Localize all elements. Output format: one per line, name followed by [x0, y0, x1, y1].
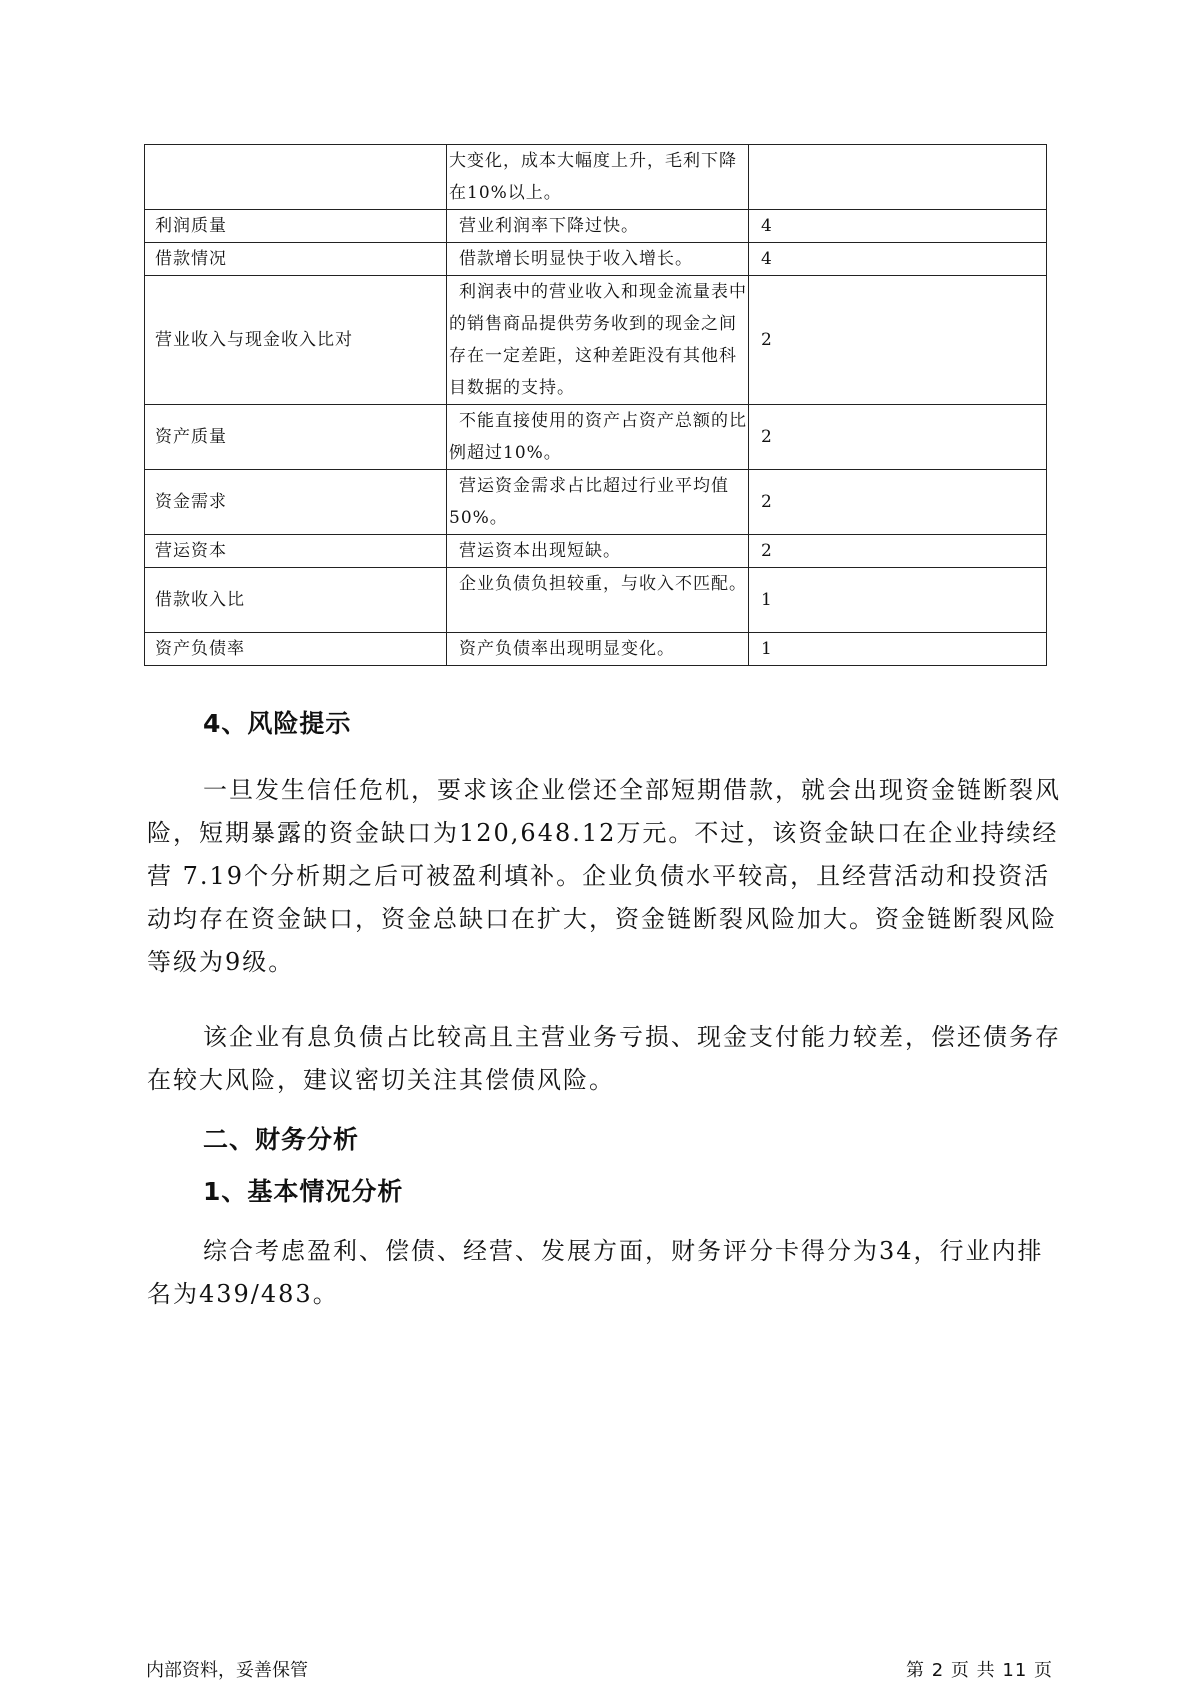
table-cell-score: 2: [749, 470, 1047, 535]
table-cell-desc: 营业利润率下降过快。: [447, 210, 749, 243]
table-cell-score: 2: [749, 405, 1047, 470]
footer-page-number: 第 2 页 共 11 页: [906, 1660, 1053, 1681]
risk-paragraph-1: 一旦发生信任危机，要求该企业偿还全部短期借款，就会出现资金链断裂风险，短期暴露的资金缺口为120,648.12万元。不过，该资金缺口在企业持续经营 7.19个分析期之后可被盈利填补。企业负债水平较高，且经营活动和投资活动均存在资金缺口，资金总缺口在扩大，资金链断裂风险加大。资金链断裂风险等级为9级。: [147, 776, 1061, 976]
table-cell-item: 利润质量: [145, 210, 447, 243]
section-heading-basic: 1、基本情况分析: [203, 1177, 404, 1206]
table-row: [145, 633, 1047, 666]
table-row: [145, 243, 1047, 276]
section-heading-finance: 二、财务分析: [203, 1125, 360, 1154]
table-row: [145, 470, 1047, 535]
table-row: [145, 535, 1047, 568]
table-cell-item: [145, 145, 447, 210]
table-cell-desc: 利润表中的营业收入和现金流量表中的销售商品提供劳务收到的现金之间存在一定差距，这种差距没有其他科目数据的支持。: [447, 276, 749, 405]
table-cell-score: 2: [749, 535, 1047, 568]
table-cell-item: 资产质量: [145, 405, 447, 470]
risk-indicator-table: [144, 144, 1047, 666]
table-cell-item: 资金需求: [145, 470, 447, 535]
table-cell-score: 2: [749, 276, 1047, 405]
footer-confidential-note: 内部资料，妥善保管: [146, 1660, 308, 1681]
table-cell-item: 借款收入比: [145, 568, 447, 633]
table-row: [145, 405, 1047, 470]
table-cell-desc: 营运资本出现短缺。: [447, 535, 749, 568]
table-row: [145, 276, 1047, 405]
table-cell-score: 1: [749, 633, 1047, 666]
table-cell-item: 借款情况: [145, 243, 447, 276]
table-cell-desc: 不能直接使用的资产占资产总额的比例超过10%。: [447, 405, 749, 470]
table-cell-desc: 大变化，成本大幅度上升，毛利下降在10%以上。: [447, 145, 749, 210]
section-heading-risk: 4、风险提示: [203, 709, 352, 738]
table-cell-desc: 借款增长明显快于收入增长。: [447, 243, 749, 276]
table-cell-item: 营运资本: [145, 535, 447, 568]
table-cell-item: 资产负债率: [145, 633, 447, 666]
table-cell-item: 营业收入与现金收入比对: [145, 276, 447, 405]
table-cell-score: 4: [749, 243, 1047, 276]
table-row: [145, 568, 1047, 633]
table-row: [145, 145, 1047, 210]
table-cell-desc: 企业负债负担较重，与收入不匹配。: [447, 568, 749, 633]
table-cell-desc: 营运资金需求占比超过行业平均值50%。: [447, 470, 749, 535]
table-cell-desc: 资产负债率出现明显变化。: [447, 633, 749, 666]
table-cell-score: [749, 145, 1047, 210]
table-cell-score: 4: [749, 210, 1047, 243]
risk-paragraph-2: 该企业有息负债占比较高且主营业务亏损、现金支付能力较差，偿还债务存在较大风险，建议密切关注其偿债风险。: [147, 1023, 1061, 1094]
basic-analysis-paragraph: 综合考虑盈利、偿债、经营、发展方面，财务评分卡得分为34，行业内排名为439/483。: [147, 1237, 1044, 1308]
table-cell-score: 1: [749, 568, 1047, 633]
table-row: [145, 210, 1047, 243]
